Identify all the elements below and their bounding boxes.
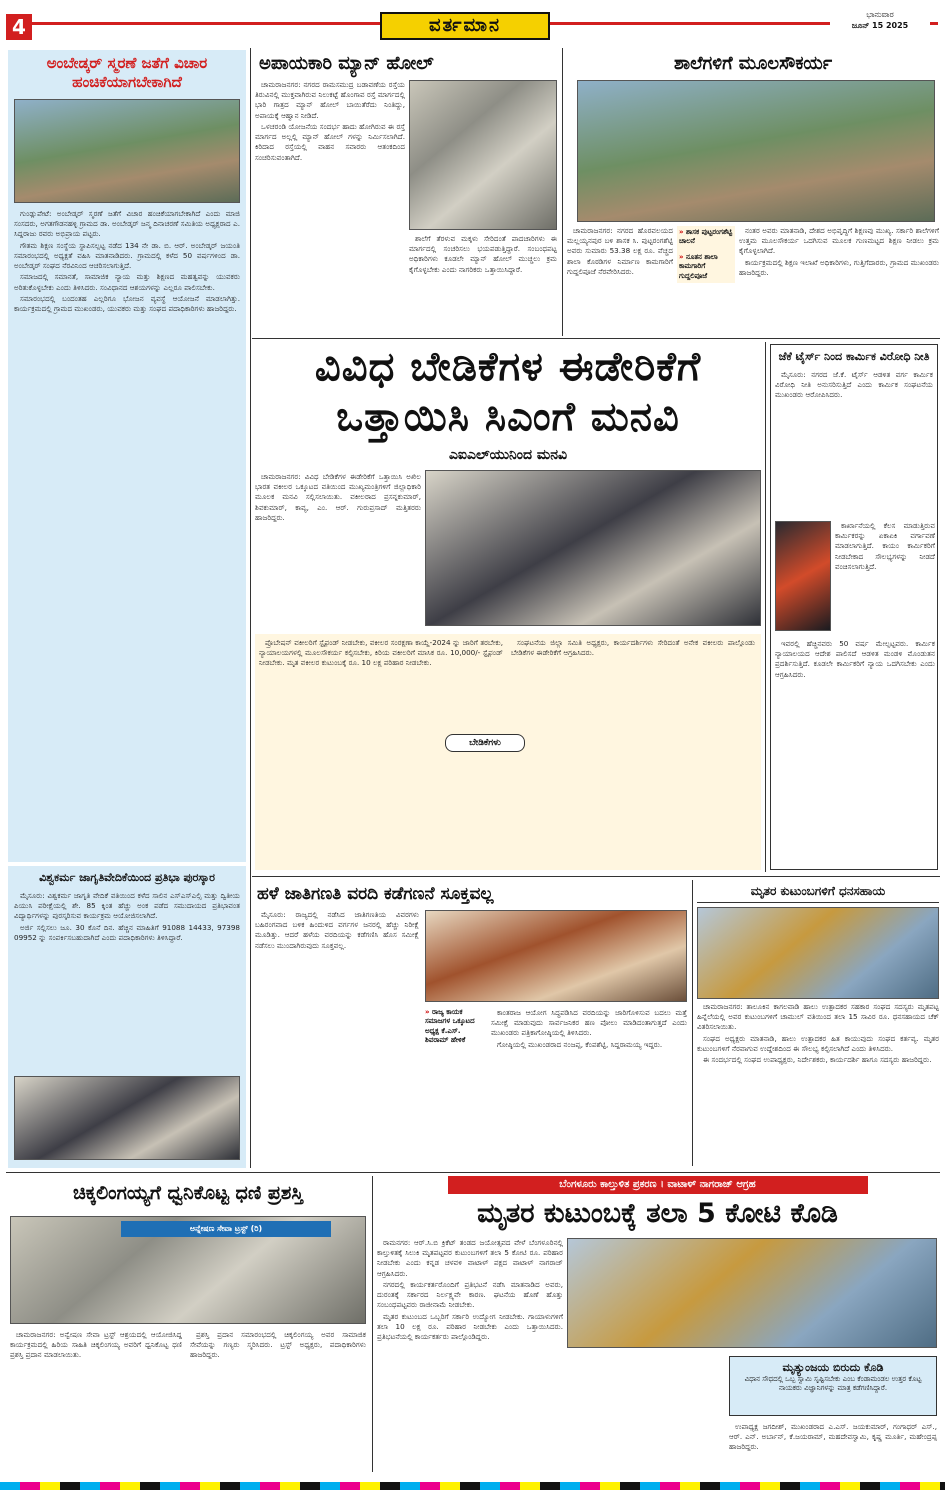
ambedkar-para-3: ಸಮಾಜದಲ್ಲಿ ಸಮಾನತೆ, ಸಾಮಾಜಿಕ ನ್ಯಾಯ ಮತ್ತು ಶಿಕ್ಷಣದ ಮಹತ್ವವನ್ನು ಯುವಕರು ಅರಿತುಕೊಳ್ಳಬೇಕು ಎಂದು ತಿಳಿಸಿದರು. ಸಂವಿಧಾನದ ಆಶಯಗಳನ್ನು ಎಲ್ಲರೂ ಪಾಲಿಸಬೇಕು.: [14, 272, 240, 292]
ambedkar-article: [8, 50, 246, 862]
ambedkar-group-photo: [14, 99, 240, 203]
masthead-date: ಜೂನ್ 15 2025: [851, 20, 909, 30]
masthead-date-block: [830, 10, 930, 42]
masthead-title-box: [380, 12, 550, 40]
schools-headline: ಶಾಲೆಗಳಿಗೆ ಮೂಲಸೌಕರ್ಯ: [673, 53, 833, 74]
manhole-photo: [409, 80, 557, 230]
caste-census-article: [255, 880, 687, 1164]
award-headline: ಚಿಕ್ಕಲಿಂಗಯ್ಯಗೆ ಧ್ವನಿಕೊಟ್ಟ ಧಣಿ ಪ್ರಶಸ್ತಿ: [72, 1182, 304, 1204]
relief-photo: [697, 907, 939, 999]
mruthyunjaya-box: [729, 1356, 937, 1416]
page-number-box: [6, 14, 32, 40]
demands-box-label: [445, 734, 525, 752]
lead-para-3: ಸಂಘಟನೆಯ ಜಿಲ್ಲಾ ಸಮಿತಿ ಅಧ್ಯಕ್ಷರು, ಕಾರ್ಯದರ್ಶಿಗಳು ಸೇರಿದಂತೆ ಅನೇಕ ವಕೀಲರು ಪಾಲ್ಗೊಂಡು ಬೇಡಿಕೆಗಳ ಈಡೇರಿಕೆಗೆ ಆಗ್ರಹಿಸಿದರು.: [511, 638, 755, 658]
caste-census-para-1: ಮೈಸೂರು: ರಾಜ್ಯದಲ್ಲಿ ನಡೆಸಿದ ಜಾತಿಗಣತಿಯ ವಿವರಗಳು ಬಹಿರಂಗವಾದ ಬಳಿಕ ಹಿಂದುಳಿದ ವರ್ಗಗಳ ಜನರಲ್ಲಿ ಹೆಚ್ಚು ನಿರೀಕ್ಷೆ ಮೂಡಿತ್ತು. ಆದರೆ ಹಳೆಯ ವರದಿಯನ್ನು ಕಡೆಗಣಿಸಿ ಹೊಸ ಸಮೀಕ್ಷೆ ನಡೆಸಲು ಮುಂದಾಗಿರುವುದು ಸೂಕ್ತವಲ್ಲ.: [255, 910, 419, 950]
jk-tyres-headline: ಜೆಕೆ ಟೈರ್ಸ್ ನಿಂದ ಕಾರ್ಮಿಕ ವಿರೋಧಿ ನೀತಿ: [778, 350, 930, 363]
schools-para-1: ಚಾಮರಾಜನಗರ: ನಗರದ ಹೊರವಲಯದ ಮಲ್ಲಯ್ಯನಪುರ ಬಳಿ ಶಾಸಕ ಸಿ. ಪುಟ್ಟರಂಗಶೆಟ್ಟಿ ಅವರು ಸುಮಾರು 53.38 ಲಕ್ಷ ರೂ. ವೆಚ್ಚದ ಶಾಲಾ ಕೊಠಡಿಗಳ ನಿರ್ಮಾಣ ಕಾಮಗಾರಿಗೆ ಗುದ್ದಲಿಪೂಜೆ ನೆರವೇರಿಸಿದರು.: [567, 226, 673, 276]
masthead-title: ವರ್ತಮಾನ: [429, 15, 501, 36]
award-para-1: ಚಾಮರಾಜನಗರ: ಅನ್ವೇಷಣ ಸೇವಾ ಟ್ರಸ್ಟ್ ಆಶ್ರಯದಲ್ಲಿ ಆಯೋಜಿಸಿದ್ದ ಕಾರ್ಯಕ್ರಮದಲ್ಲಿ ಹಿರಿಯ ಸಾಹಿತಿ ಚಿಕ್ಕಲಿಂಗಯ್ಯ ಅವರಿಗೆ ಧ್ವನಿಕೊಟ್ಟ ಧಣಿ ಪ್ರಶಸ್ತಿ ಪ್ರದಾನ ಮಾಡಲಾಯಿತು.: [10, 1330, 182, 1360]
jk-tyres-article: [770, 344, 938, 870]
ambedkar-headline: ಅಂಬೇಡ್ಕರ್ ಸ್ಮರಣೆ ಜತೆಗೆ ವಿಚಾರ ಹಂಚಿಕೆಯಾಗಬೇಕಾಗಿದೆ: [46, 54, 208, 91]
schools-para-3: ಕಾರ್ಯಕ್ರಮದಲ್ಲಿ ಶಿಕ್ಷಣ ಇಲಾಖೆ ಅಧಿಕಾರಿಗಳು, ಗುತ್ತಿಗೆದಾರರು, ಗ್ರಾಮದ ಮುಖಂಡರು ಹಾಜರಿದ್ದರು.: [739, 257, 939, 277]
schools-para-2: ನಂತರ ಅವರು ಮಾತನಾಡಿ, ದೇಶದ ಅಭಿವೃದ್ಧಿಗೆ ಶಿಕ್ಷಣವು ಮುಖ್ಯ. ಸರ್ಕಾರಿ ಶಾಲೆಗಳಿಗೆ ಉತ್ತಮ ಮೂಲಸೌಕರ್ಯ ಒದಗಿಸುವ ಮೂಲಕ ಗುಣಮಟ್ಟದ ಶಿಕ್ಷಣ ನೀಡಲು ಕ್ರಮ ಕೈಗೊಳ್ಳಲಾಗಿದೆ.: [739, 226, 939, 256]
award-article: [8, 1176, 368, 1472]
schools-pull-quote-1: » ಶಾಸಕ ಪುಟ್ಟರಂಗಶೆಟ್ಟಿ ಚಾಲನೆ: [679, 228, 733, 246]
lead-article: [255, 342, 761, 872]
caste-census-para-3: ಗೋಷ್ಠಿಯಲ್ಲಿ ಮುಖಂಡರಾದ ನಂಜಪ್ಪ, ಕೆಂಪಶೆಟ್ಟಿ, ಸಿದ್ದರಾಮಯ್ಯ ಇದ್ದರು.: [497, 1039, 663, 1049]
lead-para-1: ಚಾಮರಾಜನಗರ: ವಿವಿಧ ಬೇಡಿಕೆಗಳ ಈಡೇರಿಕೆಗೆ ಒತ್ತಾಯಿಸಿ ಅಖಿಲ ಭಾರತ ವಕೀಲರ ಒಕ್ಕೂಟದ ವತಿಯಿಂದ ಮುಖ್ಯಮಂತ್ರಿಗಳಿಗೆ ಜಿಲ್ಲಾಧಿಕಾರಿ ಮೂಲಕ ಮನವಿ ಸಲ್ಲಿಸಲಾಯಿತು. ವಕೀಲರಾದ ಪ್ರಸನ್ನಕುಮಾರ್, ಶಿವಕುಮಾರ್, ಕಾವ್ಯ, ಎಂ. ಆರ್. ಗುರುಪ್ರಸಾದ್ ಮತ್ತಿತರರು ಹಾಜರಿದ್ದರು.: [255, 472, 421, 522]
caste-census-headline: ಹಳೆ ಜಾತಿಗಣತಿ ವರದಿ ಕಡೆಗಣನೆ ಸೂಕ್ತವಲ್ಲ: [257, 884, 494, 904]
relief-para-2: ಸಂಘದ ಅಧ್ಯಕ್ಷರು ಮಾತನಾಡಿ, ಹಾಲು ಉತ್ಪಾದಕರ ಹಿತ ಕಾಯುವುದು ಸಂಘದ ಕರ್ತವ್ಯ. ಮೃತರ ಕುಟುಂಬಗಳಿಗೆ ನೆರವಾಗುವ ಉದ್ದೇಶದಿಂದ ಈ ಸೌಲಭ್ಯ ಕಲ್ಪಿಸಲಾಗಿದೆ ಎಂದು ತಿಳಿಸಿದರು.: [697, 1033, 939, 1053]
caste-census-para-2: ಕಾಂತರಾಜ ಆಯೋಗ ಸಿದ್ಧಪಡಿಸಿದ ವರದಿಯನ್ನು ಜಾರಿಗೊಳಿಸುವ ಬದಲು ಮತ್ತೆ ಸಮೀಕ್ಷೆ ಮಾಡುವುದು ಸಾರ್ವಜನಿಕರ ಹಣ ಪೋಲು ಮಾಡಿದಂತಾಗುತ್ತದೆ ಎಂದು ಮುಖಂಡರು ಪತ್ರಿಕಾಗೋಷ್ಠಿಯಲ್ಲಿ ತಿಳಿಸಿದರು.: [491, 1008, 687, 1038]
stampede-kicker: [448, 1176, 868, 1194]
caste-census-pull-quote: » ರಾಜ್ಯ ಕಾಯಕ ಸಮಾಜಗಳ ಒಕ್ಕೂಟದ ಅಧ್ಯಕ್ಷ ಕೆ.ಎಸ್. ಶಿವರಾಮ್ ಹೇಳಿಕೆ: [425, 1008, 475, 1045]
stampede-headline: ಮೃತರ ಕುಟುಂಬಕ್ಕೆ ತಲಾ 5 ಕೋಟಿ ಕೊಡಿ: [477, 1198, 838, 1229]
page-number: 4: [12, 15, 26, 39]
lead-headline-line1: ವಿವಿಧ ಬೇಡಿಕೆಗಳ ಈಡೇರಿಕೆಗೆ: [314, 344, 702, 390]
manhole-para-2: ಒಳಚರಂಡಿ ಯೋಜನೆಯ ಸಂದರ್ಭ ಹಾದು ಹೋಗಿರುವ ಈ ರಸ್ತೆ ಮಾರ್ಗದ ಅಲ್ಲಲ್ಲಿ ಮ್ಯಾನ್ ಹೋಲ್ ಗಳನ್ನು ನಿರ್ಮಿಸಲಾಗಿದೆ. ಕಿರಿದಾದ ರಸ್ತೆಯಲ್ಲಿ ವಾಹನ ಸವಾರರು ಆತಂಕದಿಂದ ಸಂಚರಿಸುವಂತಾಗಿದೆ.: [255, 121, 405, 162]
manhole-article: [255, 50, 557, 334]
stampede-para-3: ಮೃತರ ಕುಟುಂಬದ ಒಬ್ಬರಿಗೆ ಸರ್ಕಾರಿ ಉದ್ಯೋಗ ನೀಡಬೇಕು. ಗಾಯಾಳುಗಳಿಗೆ ತಲಾ 10 ಲಕ್ಷ ರೂ. ಪರಿಹಾರ ನೀಡಬೇಕು ಎಂದು ಒತ್ತಾಯಿಸಿದರು. ಪ್ರತಿಭಟನೆಯಲ್ಲಿ ಕಾರ್ಯಕರ್ತರು ಪಾಲ್ಗೊಂಡಿದ್ದರು.: [377, 1311, 563, 1341]
print-color-bar: [0, 1482, 945, 1490]
jk-tyres-para-1: ಮೈಸೂರು: ನಗರದ ಜೆ.ಕೆ. ಟೈರ್ಸ್ ಆಡಳಿತ ವರ್ಗ ಕಾರ್ಮಿಕ ವಿರೋಧಿ ನೀತಿ ಅನುಸರಿಸುತ್ತಿದೆ ಎಂದು ಕಾರ್ಮಿಕ ಸಂಘಟನೆಯ ಮುಖಂಡರು ಆರೋಪಿಸಿದರು.: [775, 370, 933, 400]
vishwakarma-para-2: ಅರ್ಜಿ ಸಲ್ಲಿಸಲು ಜೂ. 30 ಕೊನೆ ದಿನ. ಹೆಚ್ಚಿನ ಮಾಹಿತಿಗೆ 91088 14433, 97398 09952 ನ್ನು ಸಂಪರ್ಕಿಸಬಹುದಾಗಿದೆ ಎಂದು ಪದಾಧಿಕಾರಿಗಳು ತಿಳಿಸಿದ್ದಾರೆ.: [14, 922, 240, 942]
relief-para-3: ಈ ಸಂದರ್ಭದಲ್ಲಿ ಸಂಘದ ಉಪಾಧ್ಯಕ್ಷರು, ನಿರ್ದೇಶಕರು, ಕಾರ್ಯದರ್ಶಿ ಹಾಗೂ ಸದಸ್ಯರು ಹಾಜರಿದ್ದರು.: [703, 1055, 932, 1065]
vishwakarma-article: [8, 866, 246, 1168]
stampede-para-1: ರಾಮನಗರ: ಆರ್.ಸಿ.ಬಿ ಕ್ರಿಕೆಟ್ ತಂಡದ ಜಯೋತ್ಸವದ ವೇಳೆ ಬೆಂಗಳೂರಿನಲ್ಲಿ ಕಾಲ್ತುಳಿತಕ್ಕೆ ಸಿಲುಕಿ ಮೃತಪಟ್ಟವರ ಕುಟುಂಬಗಳಿಗೆ ತಲಾ 5 ಕೋಟಿ ರೂ. ಪರಿಹಾರ ನೀಡಬೇಕು ಎಂದು ಕನ್ನಡ ಚಳವಳಿ ವಾಟಾಳ್ ಪಕ್ಷದ ವಾಟಾಳ್ ನಾಗರಾಜ್ ಆಗ್ರಹಿಸಿದರು.: [377, 1238, 563, 1278]
lead-para-2: ಪ್ರೊಬೇಷನ್ ವಕೀಲರಿಗೆ ಸ್ಟೈಫಂಡ್ ನೀಡಬೇಕು, ವಕೀಲರ ಸಂರಕ್ಷಣಾ ಕಾಯ್ದೆ-2024 ನ್ನು ಜಾರಿಗೆ ತರಬೇಕು, ನ್ಯಾಯಾಲಯಗಳಲ್ಲಿ ಮೂಲಸೌಕರ್ಯ ಕಲ್ಪಿಸಬೇಕು, ಕಿರಿಯ ವಕೀಲರಿಗೆ ಮಾಸಿಕ ರೂ. 10,000/- ಸ್ಟೈಫಂಡ್ ನೀಡಬೇಕು. ಮೃತ ವಕೀಲರ ಕುಟುಂಬಕ್ಕೆ ರೂ. 10 ಲಕ್ಷ ಪರಿಹಾರ ನೀಡಬೇಕು.: [259, 638, 503, 668]
manhole-para-1: ಚಾಮರಾಜನಗರ: ನಗರದ ರಾಮಸಮುದ್ರ ಬಡಾವಣೆಯ ರಸ್ತೆಯ ತಿರುವಿನಲ್ಲಿ ಮುಕ್ತವಾಗಿರುವ ನಿಲುಕಟ್ಟೆ ಹೊಂಗಾವ ರಸ್ತೆ ಮಾರ್ಗದಲ್ಲಿ ಭಾರಿ ಗಾತ್ರದ ಮ್ಯಾನ್ ಹೋಲ್ ಬಾಯಿತೆರೆದು ನಿಂತಿದ್ದು, ಅಪಾಯಕ್ಕೆ ಆಹ್ವಾನ ನೀಡಿದೆ.: [255, 80, 405, 120]
manhole-headline: ಅಪಾಯಕಾರಿ ಮ್ಯಾನ್ ಹೋಲ್: [259, 53, 434, 74]
schools-photo: [577, 80, 935, 222]
award-banner-text: ಅನ್ನೇಷಣ ಸೇವಾ ಟ್ರಸ್ಟ್ (ರಿ): [189, 1224, 263, 1233]
stampede-para-2: ನಗರದಲ್ಲಿ ಕಾರ್ಯಕರ್ತರೊಂದಿಗೆ ಪ್ರತಿಭಟನೆ ನಡೆಸಿ ಮಾತನಾಡಿದ ಅವರು, ದುರಂತಕ್ಕೆ ಸರ್ಕಾರದ ನಿರ್ಲಕ್ಷ್ಯವೇ ಕಾರಣ. ಘಟನೆಯ ಹೊಣೆ ಹೊತ್ತು ಸಂಬಂಧಪಟ್ಟವರು ರಾಜೀನಾಮೆ ನೀಡಬೇಕು.: [377, 1279, 563, 1310]
caste-census-photo: [425, 910, 687, 1002]
jk-tyres-photo: [775, 521, 831, 631]
award-para-2: ಪ್ರಶಸ್ತಿ ಪ್ರದಾನ ಸಮಾರಂಭದಲ್ಲಿ ಚಿಕ್ಕಲಿಂಗಯ್ಯ ಅವರ ಸಾಮಾಜಿಕ ಸೇವೆಯನ್ನು ಗಣ್ಯರು ಸ್ಮರಿಸಿದರು. ಟ್ರಸ್ಟ್ ಅಧ್ಯಕ್ಷರು, ಪದಾಧಿಕಾರಿಗಳು ಹಾಜರಿದ್ದರು.: [190, 1330, 366, 1360]
relief-para-1: ಚಾಮರಾಜನಗರ: ತಾಲೂಕಿನ ಕಾಗಲವಾಡಿ ಹಾಲು ಉತ್ಪಾದಕರ ಸಹಕಾರ ಸಂಘದ ಸದಸ್ಯರು ಮೃತಪಟ್ಟ ಹಿನ್ನೆಲೆಯಲ್ಲಿ ಅವರ ಕುಟುಂಬಗಳಿಗೆ ಚಾಮುಲ್ ವತಿಯಿಂದ ತಲಾ 15 ಸಾವಿರ ರೂ. ಧನಸಹಾಯದ ಚೆಕ್ ವಿತರಿಸಲಾಯಿತು.: [697, 1002, 939, 1032]
ambedkar-para-2: ಗೌತಮ ಶಿಕ್ಷಣ ಸಂಸ್ಥೆಯ ಸ್ಥಾಪಿಸಲ್ಪಟ್ಟ ನಡೆದ 134 ನೇ ಡಾ. ಬಿ. ಆರ್. ಅಂಬೇಡ್ಕರ್ ಜಯಂತಿ ಸಮಾರಂಭದಲ್ಲಿ ಅಧ್ಯಕ್ಷತೆ ವಹಿಸಿ ಮಾತನಾಡಿದರು. ಗ್ರಾಮದಲ್ಲಿ ಕಳೆದ 50 ವರ್ಷಗಳಿಂದ ಡಾ. ಅಂಬೇಡ್ಕರ್ ಸಂಘದ ನೆರವಿನಿಂದ ಆಚರಿಸಲಾಗುತ್ತಿದೆ.: [14, 240, 240, 271]
relief-article: [697, 880, 939, 1164]
demands-label-text: ಬೇಡಿಕೆಗಳು: [469, 738, 501, 748]
lead-headline-line2: ಒತ್ತಾಯಿಸಿ ಸಿಎಂಗೆ ಮನವಿ: [336, 394, 680, 440]
mruthyunjaya-headline: ಮೃತ್ಯುಂಜಯ ಬಿರುದು ಕೊಡಿ: [782, 1361, 884, 1374]
jk-tyres-para-3: ಇವರಲ್ಲಿ ಹೆಚ್ಚಿನವರು 50 ವರ್ಷ ಮೇಲ್ಪಟ್ಟವರು. ಕಾರ್ಮಿಕ ನ್ಯಾಯಾಲಯದ ಆದೇಶ ಪಾಲಿಸದೆ ಆಡಳಿತ ಮಂಡಳಿ ಮೊಂಡುತನ ಪ್ರದರ್ಶಿಸುತ್ತಿದೆ. ಕೂಡಲೇ ಕಾರ್ಮಿಕರಿಗೆ ನ್ಯಾಯ ಒದಗಿಸಬೇಕು ಎಂದು ಆಗ್ರಹಿಸಿದರು.: [775, 639, 935, 679]
manhole-para-3: ಶಾಲೆಗೆ ತೆರಳುವ ಮಕ್ಕಳು ಸೇರಿದಂತೆ ಪಾದಚಾರಿಗಳು ಈ ಮಾರ್ಗದಲ್ಲಿ ಸಂಚರಿಸಲು ಭಯಪಡುತ್ತಿದ್ದಾರೆ. ಸಂಬಂಧಪಟ್ಟ ಅಧಿಕಾರಿಗಳು ಕೂಡಲೇ ಮ್ಯಾನ್ ಹೋಲ್ ಮುಚ್ಚಲು ಕ್ರಮ ಕೈಗೊಳ್ಳಬೇಕು ಎಂದು ನಾಗರಿಕರು ಒತ್ತಾಯಿಸಿದ್ದಾರೆ.: [409, 234, 557, 274]
lead-photo: [425, 470, 761, 626]
ambedkar-para-1: ಗುಂಡ್ಲುಪೇಟೆ: ಅಂಬೇಡ್ಕರ್ ಸ್ಮರಣೆ ಜತೆಗೆ ವಿಚಾರ ಹಂಚಿಕೆಯಾಗಬೇಕಾಗಿದೆ ಎಂದು ಮಾಜಿ ಸಂಸದರು, ಅಗತಗೌಡನಹಳ್ಳಿ ಗ್ರಾಮದ ಡಾ. ಅಂಬೇಡ್ಕರ್ ಜನ್ಮ ದಿನಾಚರಣೆ ಸಮಿತಿಯ ಅಧ್ಯಕ್ಷರಾದ ಎ. ಸಿದ್ದರಾಜು ರವರು ಅಭಿಪ್ರಾಯ ಪಟ್ಟರು.: [14, 209, 240, 239]
award-photo: [10, 1216, 366, 1324]
stampede-kicker-text: ಬೆಂಗಳೂರು ಕಾಲ್ತುಳಿತ ಪ್ರಕರಣ । ವಾಟಾಳ್ ನಾಗರಾಜ್ ಆಗ್ರಹ: [559, 1179, 756, 1190]
vishwakarma-headline: ವಿಶ್ವಕರ್ಮ ಜಾಗೃತಿವೇದಿಕೆಯಿಂದ ಪ್ರತಿಭಾ ಪುರಸ್ಕಾರ: [39, 871, 215, 884]
stampede-article: [377, 1176, 938, 1472]
ambedkar-para-4: ಸಮಾರಂಭದಲ್ಲಿ ಬಂದಂತಹ ಎಲ್ಲರಿಗೂ ಭೋಜನ ವ್ಯವಸ್ಥೆ ಆಯೋಜನೆ ಮಾಡಲಾಗಿತ್ತು. ಕಾರ್ಯಕ್ರಮದಲ್ಲಿ ಗ್ರಾಮದ ಮುಖಂಡರು, ಯುವಕರು ಮತ್ತು ಸಂಘದ ಪದಾಧಿಕಾರಿಗಳು ಹಾಜರಿದ್ದರು.: [14, 293, 240, 313]
masthead-day: ಭಾನುವಾರ: [866, 10, 894, 19]
relief-headline: ಮೃತರ ಕುಟುಂಬಗಳಿಗೆ ಧನಸಹಾಯ: [697, 880, 939, 903]
jk-tyres-para-2: ಕಾರ್ಖಾನೆಯಲ್ಲಿ ಕೆಲಸ ಮಾಡುತ್ತಿರುವ ಕಾರ್ಮಿಕರನ್ನು ಏಕಾಏಕಿ ವರ್ಗಾವಣೆ ಮಾಡಲಾಗುತ್ತಿದೆ. ಕಾಯಂ ಕಾರ್ಮಿಕರಿಗೆ ನೀಡಬೇಕಾದ ಸೌಲಭ್ಯಗಳನ್ನು ನೀಡದೆ ವಂಚಿಸಲಾಗುತ್ತಿದೆ.: [835, 521, 935, 571]
award-banner: [121, 1221, 331, 1237]
schools-pull-quote-2: » ನೂತನ ಶಾಲಾ ಕಾಮಗಾರಿಗೆ ಗುದ್ದಲಿಪೂಜೆ: [679, 252, 718, 280]
lead-subhead: ಎಐಎಲ್‌ಯುನಿಂದ ಮನವಿ: [448, 447, 568, 463]
schools-pull-quote: [677, 226, 735, 283]
vishwakarma-photo: [14, 1076, 240, 1160]
stampede-photo: [567, 1238, 937, 1348]
schools-article: [567, 50, 939, 334]
mruthyunjaya-footer: ಉಪಾಧ್ಯಕ್ಷ ಜಗದೀಶ್, ಮುಖಂಡರಾದ ಎ.ಎಸ್. ಜಯಕುಮಾರ್, ಗಂಗಾಧರ್ ಎಸ್., ಆರ್. ಎನ್. ಅರ್ಬಾನ್, ಕೆ.ಜಯರಾಮ್, ಮಹದೇವಸ್ವಾಮಿ, ಕೃಷ್ಣ ಮೂರ್ತಿ, ಮಹೇಂದ್ರಪ್ಪ ಹಾಜರಿದ್ದರು.: [729, 1422, 937, 1452]
mruthyunjaya-body: ವಿಧಾನ ಸೌಧದಲ್ಲಿ ಒಬ್ಬ ಸ್ವಾಮಿ ಸೃಷ್ಟಿಸಬೇಕು ಎಂಬ ಕೆಂಡಾಮಂಡಲ ಉತ್ತರ ಕೊಟ್ಟ ನಾಯಕರು ವಿಜ್ಞಾನಿಗಳನ್ನು ಮಾತ್ರ ಕಡೆಗಣಿಸಿದ್ದಾರೆ.: [744, 1375, 922, 1393]
vishwakarma-para-1: ಮೈಸೂರು: ವಿಶ್ವಕರ್ಮ ಜಾಗೃತಿ ವೇದಿಕೆ ವತಿಯಿಂದ ಕಳೆದ ಸಾಲಿನ ಎಸ್ಎಸ್ಎಲ್ಸಿ ಮತ್ತು ದ್ವಿತೀಯ ಪಿಯುಸಿ ಪರೀಕ್ಷೆಯಲ್ಲಿ ಶೇ. 85 ಕ್ಕಿಂತ ಹೆಚ್ಚು ಅಂಕ ಪಡೆದ ಸಮುದಾಯದ ಪ್ರತಿಭಾವಂತ ವಿದ್ಯಾರ್ಥಿಗಳನ್ನು ಪುರಸ್ಕರಿಸುವ ಕಾರ್ಯಕ್ರಮ ಆಯೋಜಿಸಲಾಗಿದೆ.: [14, 891, 240, 921]
